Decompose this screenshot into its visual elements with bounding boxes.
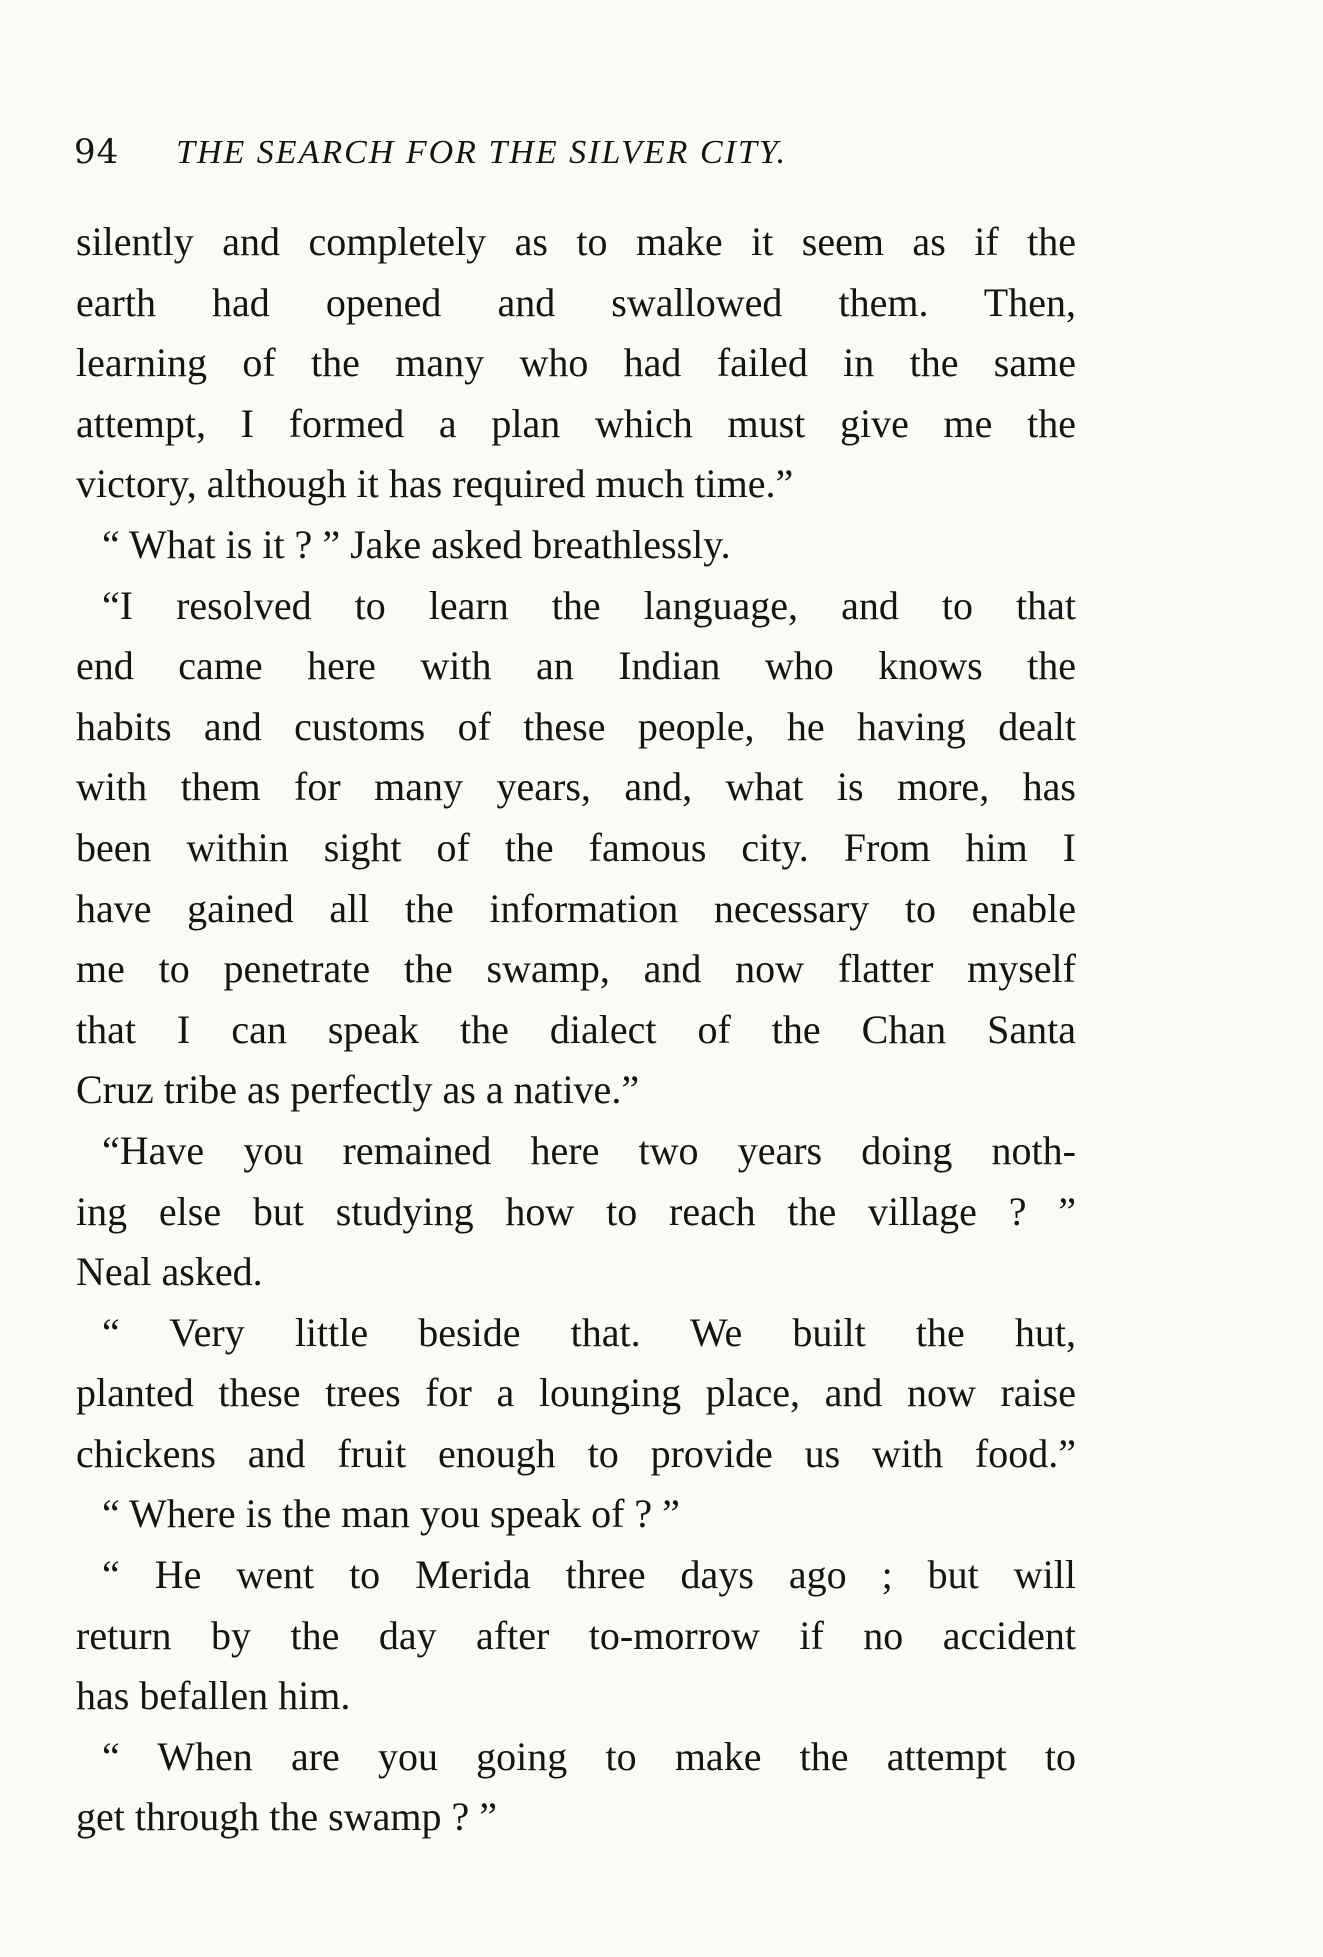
text-line: me to penetrate the swamp, and now flatter myself xyxy=(76,946,1076,992)
text-line: chickens and fruit enough to provide us with food.” xyxy=(76,1430,1076,1476)
text-line: “ Where is the man you speak of ? ” xyxy=(102,1491,680,1537)
text-line: Cruz tribe as perfectly as a native.” xyxy=(76,1067,640,1113)
text-line: ing else but studying how to reach the village ? ” xyxy=(76,1188,1076,1234)
page-number: 94 xyxy=(74,132,120,172)
text-line: earth had opened and swallowed them. Then, xyxy=(76,279,1076,325)
running-title: THE SEARCH FOR THE SILVER CITY. xyxy=(176,134,788,171)
text-line: return by the day after to-morrow if no accident xyxy=(76,1612,1076,1658)
text-line: that I can speak the dialect of the Chan Santa xyxy=(76,1006,1076,1052)
text-line: “ He went to Merida three days ago ; but will xyxy=(102,1552,1076,1598)
text-line: Neal asked. xyxy=(76,1249,263,1295)
body-text xyxy=(76,212,1076,1848)
text-line: habits and customs of these people, he having dealt xyxy=(76,703,1076,749)
text-line: has befallen him. xyxy=(76,1673,351,1719)
text-line: victory, although it has required much time.” xyxy=(76,461,794,507)
text-line: planted these trees for a lounging place, and now raise xyxy=(76,1370,1076,1416)
text-line: “ When are you going to make the attempt to xyxy=(102,1733,1076,1779)
text-line: been within sight of the famous city. From him I xyxy=(76,824,1076,870)
text-line: with them for many years, and, what is more, has xyxy=(76,764,1076,810)
text-line: “Have you remained here two years doing noth- xyxy=(102,1127,1076,1173)
text-line: end came here with an Indian who knows the xyxy=(76,643,1076,689)
running-head xyxy=(74,127,1074,177)
text-line: attempt, I formed a plan which must give me the xyxy=(76,400,1076,446)
text-line: have gained all the information necessary to enable xyxy=(76,885,1076,931)
text-line: learning of the many who had failed in the same xyxy=(76,340,1076,386)
text-line: “I resolved to learn the language, and to that xyxy=(102,582,1076,628)
text-line: “ What is it ? ” Jake asked breathlessly. xyxy=(102,521,731,567)
text-line: silently and completely as to make it seem as if the xyxy=(76,219,1076,264)
text-line: “ Very little beside that. We built the hut, xyxy=(102,1309,1076,1355)
text-line: get through the swamp ? ” xyxy=(76,1794,497,1840)
